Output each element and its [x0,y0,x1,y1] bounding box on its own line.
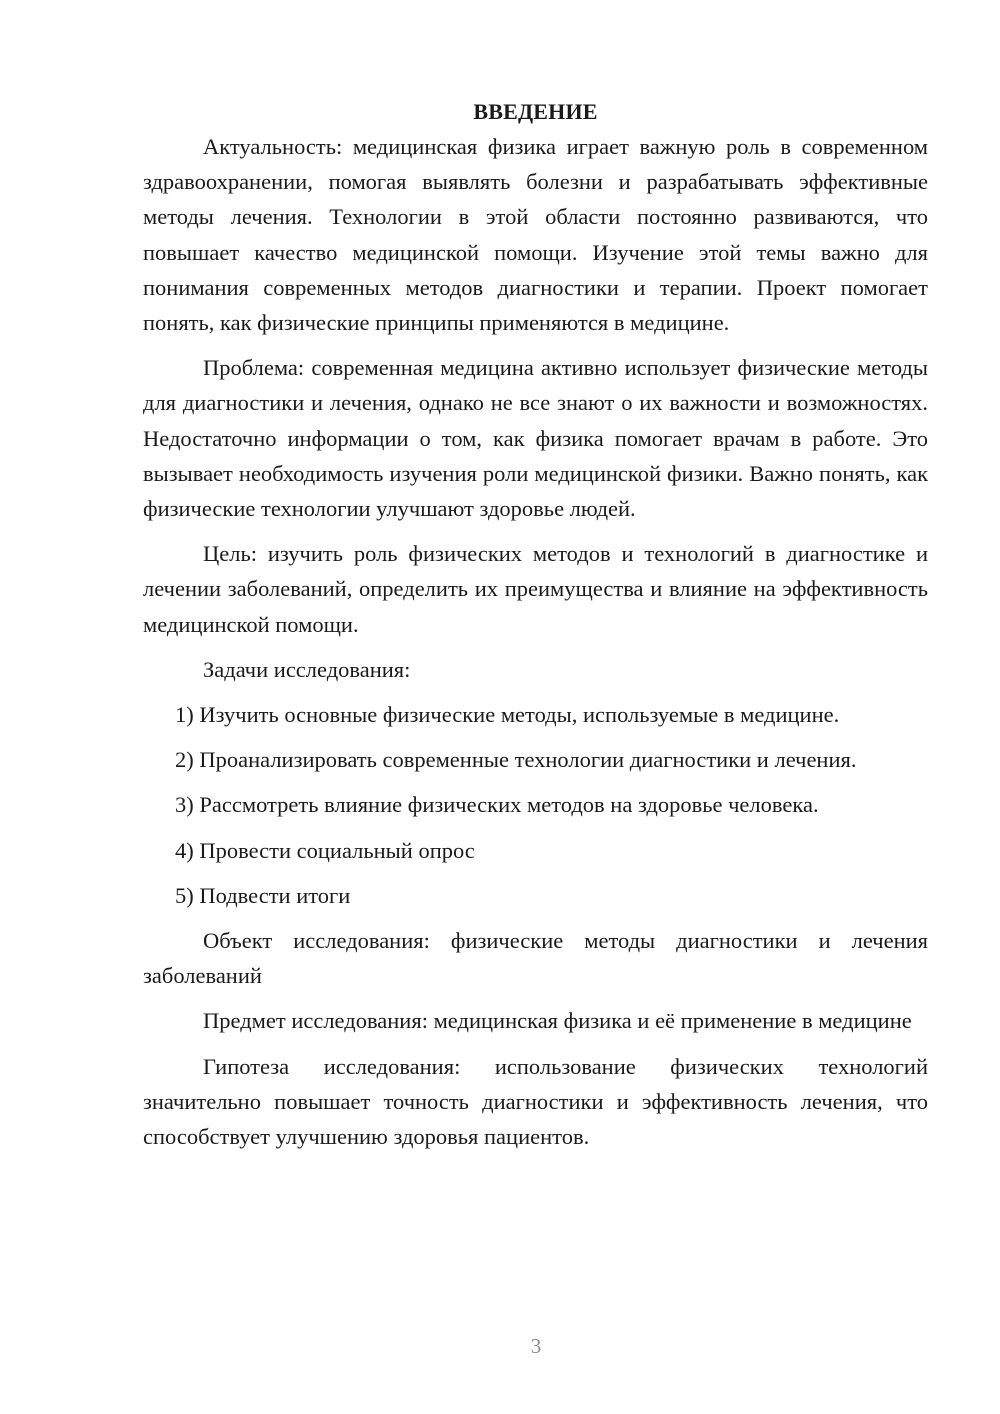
task-item-5: 5) Подвести итоги [175,882,351,908]
document-title: ВВЕДЕНИЕ [473,99,598,124]
hypothesis-paragraph: Гипотеза исследования: использование физических технологий значительно повышает точность диагностики и эффективность лечения, что способствует улучшению здоровья пациентов. [143,1053,928,1150]
page-number: 3 [530,1334,542,1358]
task-item-4: 4) Провести социальный опрос [175,837,475,863]
document-page [143,94,928,1154]
subject-paragraph: Предмет исследования: медицинская физика и её применение в медицине [203,1008,912,1034]
goal-paragraph: Цель: изучить роль физических методов и технологий в диагностике и лечении заболеваний, определить их преимущества и влияние на эффективность медицинской помощи. [143,541,928,637]
problem-paragraph: Проблема: современная медицина активно использует физические методы для диагностики и лечения, однако не все знают о их важности и возможностях. Недостаточно информации о том, как физика помогает врачам в работе. Это вызывает необходимость изучения роли медицинской физики. Важно понять, как физические технологии улучшают здоровье людей. [143,355,928,522]
task-item-3: 3) Рассмотреть влияние физических методов на здоровье человека. [175,792,819,818]
relevance-paragraph: Актуальность: медицинская физика играет важную роль в современном здравоохранении, помогая выявлять болезни и разрабатывать эффективные методы лечения. Технологии в этой области постоянно развиваются, что повышает качество медицинской помощи. Изучение этой темы важно для понимания современных методов диагностики и терапии. Проект помогает понять, как физические принципы применяются в медицине. [143,134,928,336]
object-paragraph: Объект исследования: физические методы диагностики и лечения заболеваний [143,928,928,989]
task-item-2: 2) Проанализировать современные технологии диагностики и лечения. [175,747,857,773]
task-item-1: 1) Изучить основные физические методы, используемые в медицине. [175,702,840,728]
tasks-heading: Задачи исследования: [203,656,411,682]
